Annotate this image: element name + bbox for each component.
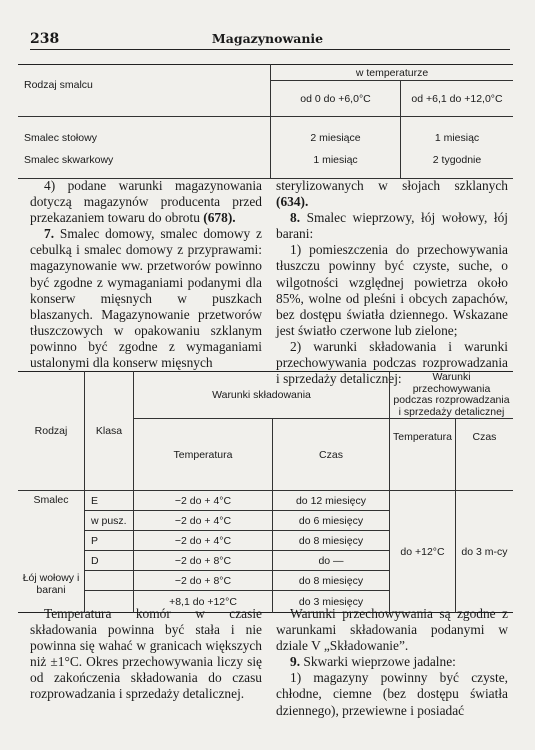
col-header-temperature: Temperatura xyxy=(134,419,273,491)
paragraph: Warunki przechowywania są zgodne z warunkami składowania podanymi w dziale V „Składowanie”. xyxy=(276,606,508,654)
paragraph: Temperatura komór w czasie składowania powinna być stała i nie powinna się wahać w granicach większych niż ±1°C. Okres przechowywania liczy się od zakończenia składowania do czasu rozprowadzania i sprzedaży detalicznej. xyxy=(30,606,262,702)
table-cell: 1 miesiąc xyxy=(401,127,514,149)
table-cell: −2 do + 4°C xyxy=(134,531,273,551)
table-cell: 2 tygodnie xyxy=(401,149,514,171)
table-cell: do 8 miesięcy xyxy=(273,531,390,551)
col-header-lard-type: Rodzaj smalcu xyxy=(18,65,271,117)
table-cell: 2 miesiące xyxy=(271,127,401,149)
paragraph: 8. Smalec wieprzowy, łój wołowy, łój barani: xyxy=(276,210,509,242)
table-cell: do — xyxy=(273,551,390,571)
class-cell xyxy=(85,571,134,591)
row-label: Smalec stołowy xyxy=(24,131,97,144)
paragraph: 7. Smalec domowy, smalec domowy z cebulką i smalec domowy z przyprawami: magazynowanie ww. przetworów powinno być zgodne z wymaganiami podanymi dla konserw mięsnych w puszkach blaszanych. Magazynowanie przetworów tłuszczowych w opakowaniu szklanym powinno być zgodne z wymaganiami ustalonymi dla konserw mięsnych xyxy=(30,226,262,371)
header-rule xyxy=(30,49,510,50)
col-header-temp-range-1: od 0 do +6,0°C xyxy=(271,81,401,117)
col-header-temp-range-2: od +6,1 do +12,0°C xyxy=(401,81,514,117)
class-cell: D xyxy=(85,551,134,571)
retail-temperature-merged: do +12°C xyxy=(390,491,456,613)
retail-time-merged: do 3 m-cy xyxy=(461,545,508,558)
text-column-right-bottom xyxy=(276,606,508,719)
text-column-left-bottom xyxy=(30,606,262,703)
col-header-type: Rodzaj xyxy=(18,372,85,491)
table-cell: 1 miesiąc xyxy=(271,149,401,171)
table-row xyxy=(18,127,513,149)
table-cell: do 3 miesięcy xyxy=(273,591,390,613)
page-number: 238 xyxy=(30,31,60,47)
col-header-storage-conditions: Warunki składowania xyxy=(134,372,390,419)
row-label: Smalec skwarkowy xyxy=(24,153,114,166)
class-cell: E xyxy=(85,491,134,511)
list-item: 1) pomieszczenia do przechowywania tłuszczu powinny być czyste, suche, o wilgotności względnej powietrza około 85%, wolne od pleśni i obcych zapachów, bez dostępu światła dziennego. Wskazane jest światło czerwone lub zielone; xyxy=(276,242,508,338)
table-cell: do 8 miesięcy xyxy=(273,571,390,591)
col-header-time: Czas xyxy=(273,419,390,491)
running-header-title: Magazynowanie xyxy=(211,31,324,46)
list-item: 2) warunki składowania i warunki przechowywania podczas rozprowadzania i sprzedaży detalicznej: xyxy=(276,338,508,387)
col-header-time-retail: Czas xyxy=(455,419,513,491)
text-column-left-top xyxy=(30,178,262,371)
col-header-class: Klasa xyxy=(85,372,134,491)
table-row xyxy=(18,149,513,171)
table-cell: −2 do + 8°C xyxy=(134,571,273,591)
paragraph: sterylizowanych w słojach szklanych (634). xyxy=(276,178,508,210)
table-cell: do 12 miesięcy xyxy=(273,491,390,511)
lard-storage-table xyxy=(18,64,513,179)
table-row xyxy=(18,491,513,511)
list-item: 1) magazyny powinny być czyste, chłodne, ciemne (bez dostępu światła dziennego), przewiewne i posiadać xyxy=(276,670,508,718)
col-header-temperature-group: w temperaturze xyxy=(271,65,514,81)
class-cell: w pusz. xyxy=(85,511,134,531)
col-header-temperature-retail: Temperatura xyxy=(390,419,456,491)
type-tallow: Łój wołowy i barani xyxy=(18,571,85,613)
table-cell: −2 do + 4°C xyxy=(134,491,273,511)
table-cell: +8,1 do +12°C xyxy=(134,591,273,613)
table-cell: −2 do + 8°C xyxy=(134,551,273,571)
col-header-retail-conditions: Warunki przechowywania podczas rozprowadzania i sprzedaży detalicznej xyxy=(390,372,514,419)
table-cell: −2 do + 4°C xyxy=(134,511,273,531)
paragraph: 9. Skwarki wieprzowe jadalne: xyxy=(290,654,456,670)
paragraph: 4) podane warunki magazynowania dotyczą magazynów producenta przed przekazaniem towaru do obrotu (678). xyxy=(30,178,262,226)
text-column-right-top xyxy=(276,178,508,387)
class-cell: P xyxy=(85,531,134,551)
table-cell: do 6 miesięcy xyxy=(273,511,390,531)
type-lard: Smalec xyxy=(18,491,85,571)
fat-storage-conditions-table xyxy=(18,371,513,613)
